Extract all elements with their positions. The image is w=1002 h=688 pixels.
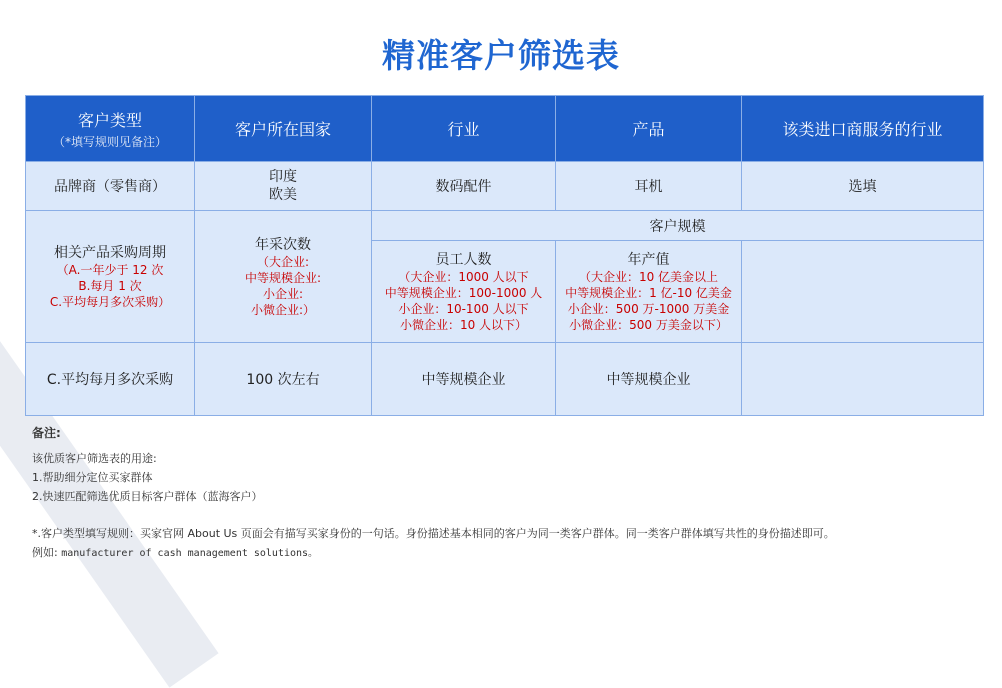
annual-output-micro: 小微企业：500 万美金以下） <box>569 317 728 332</box>
annual-purchase-small: 小企业: <box>262 286 304 301</box>
header-product: 产品 <box>556 96 742 162</box>
cell-annual-purchase-count <box>195 211 372 343</box>
header-customer-type-note: （*填写规则见备注） <box>52 134 167 149</box>
cell-output-value: 中等规模企业 <box>556 343 742 416</box>
notes-spacer <box>32 506 992 524</box>
annual-purchase-micro: 小微企业:） <box>250 302 316 317</box>
employee-count-title: 员工人数 <box>435 251 492 268</box>
cell-purchase-cycle <box>26 211 195 343</box>
cell-industry: 数码配件 <box>372 162 556 211</box>
notes-example-label: 例如: <box>32 546 58 559</box>
annual-output-medium: 中等规模企业：1 亿-10 亿美金 <box>565 285 732 300</box>
table-row <box>26 211 984 241</box>
employee-count-large: （大企业：1000 人以下 <box>398 269 529 284</box>
cell-served-industry: 选填 <box>742 162 984 211</box>
annual-output-large: （大企业：10 亿美金以上 <box>578 269 719 284</box>
cell-empty <box>742 343 984 416</box>
cell-country <box>195 162 372 211</box>
annual-purchase-large: （大企业: <box>256 254 310 269</box>
annual-purchase-title: 年采次数 <box>255 236 311 253</box>
notes-example-value: manufacturer of cash management solutions。 <box>61 548 319 559</box>
cell-cycle-value: C.平均每月多次采购 <box>26 343 195 416</box>
notes-purpose: 该优质客户筛选表的用途: <box>32 452 157 465</box>
employee-count-medium: 中等规模企业：100-1000 人 <box>384 285 543 300</box>
cell-annual-output <box>556 241 742 343</box>
cell-employee-count <box>372 241 556 343</box>
country-euro-america: 欧美 <box>269 187 297 203</box>
employee-count-micro: 小微企业：10 人以下） <box>399 317 528 332</box>
cell-product: 耳机 <box>556 162 742 211</box>
purchase-cycle-option-c: C.平均每月多次采购） <box>49 294 171 309</box>
employee-count-small: 小企业：10-100 人以下 <box>398 301 529 316</box>
notes-purpose-2: 2.快速匹配筛选优质目标客户群体（蓝海客户） <box>32 490 263 503</box>
notes-fill-rule: *.客户类型填写规则：买家官网 About Us 页面会有描写买家身份的一句话。身份描述基本相同的客户为同一类客户群体。同一类客户群体填写共性的身份描述即可。 <box>32 527 835 540</box>
purchase-cycle-title: 相关产品采购周期 <box>54 244 166 261</box>
header-customer-type <box>26 96 195 162</box>
purchase-cycle-option-b: B.每月 1 次 <box>78 278 142 293</box>
annual-output-title: 年产值 <box>627 251 670 268</box>
cell-freq-value: 100 次左右 <box>195 343 372 416</box>
header-industry: 行业 <box>372 96 556 162</box>
cell-employee-value: 中等规模企业 <box>372 343 556 416</box>
annual-output-small: 小企业：500 万-1000 万美金 <box>567 301 730 316</box>
country-india: 印度 <box>269 169 297 185</box>
table-header-row <box>26 96 984 162</box>
annual-purchase-medium: 中等规模企业: <box>244 270 322 285</box>
cell-empty <box>742 241 984 343</box>
header-country: 客户所在国家 <box>195 96 372 162</box>
header-served-industry: 该类进口商服务的行业 <box>742 96 984 162</box>
page-title: 精准客户筛选表 <box>382 36 620 75</box>
table-row <box>26 343 984 416</box>
notes-heading: 备注: <box>32 426 61 440</box>
notes-purpose-1: 1.帮助细分定位买家群体 <box>32 471 153 484</box>
header-customer-type-label: 客户类型 <box>77 110 142 130</box>
cell-customer-type: 品牌商（零售商） <box>26 162 195 211</box>
notes-section <box>32 424 992 563</box>
customer-filter-table <box>25 95 984 416</box>
notes-example <box>32 543 992 563</box>
cell-customer-scale-header: 客户规模 <box>372 211 984 241</box>
table-row <box>26 162 984 211</box>
purchase-cycle-option-a: （A.一年少于 12 次 <box>56 262 164 277</box>
